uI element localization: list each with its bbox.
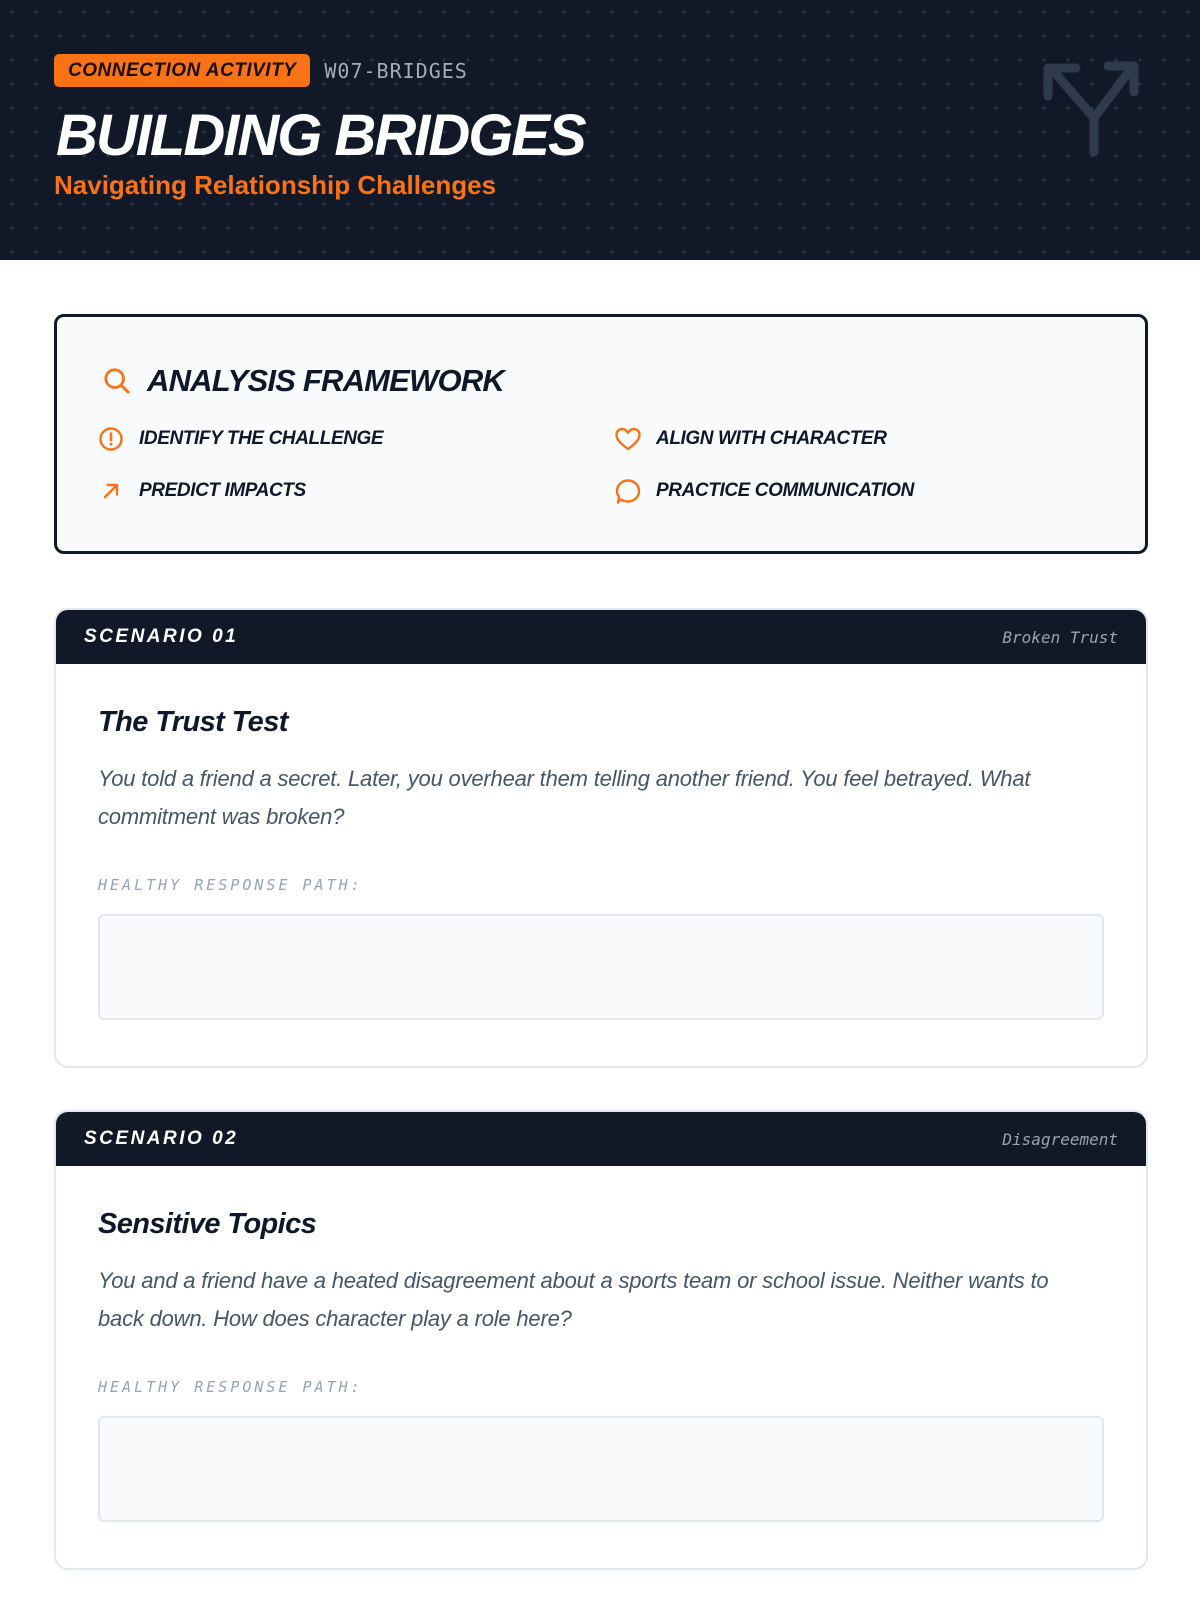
response-label: HEALTHY RESPONSE PATH:	[98, 876, 363, 894]
scenario-card	[54, 608, 1148, 1068]
framework-title: ANALYSIS FRAMEWORK	[147, 363, 505, 398]
framework-item-practice	[614, 477, 914, 505]
page-subtitle: Navigating Relationship Challenges	[54, 170, 497, 200]
response-label: HEALTHY RESPONSE PATH:	[98, 1378, 363, 1396]
scenario-header	[56, 610, 1146, 664]
header-tag-row	[54, 54, 468, 87]
framework-item-predict	[97, 477, 306, 505]
scenario-category: Broken Trust	[1002, 627, 1118, 647]
response-field[interactable]	[98, 1416, 1104, 1522]
scenario-number: SCENARIO 02	[84, 1128, 239, 1149]
search-icon	[103, 367, 131, 395]
framework-item-label: IDENTIFY THE CHALLENGE	[139, 428, 384, 449]
scenario-category: Disagreement	[1002, 1129, 1118, 1149]
framework-item-label: PREDICT IMPACTS	[139, 480, 306, 501]
response-field[interactable]	[98, 914, 1104, 1020]
heart-icon	[614, 425, 642, 453]
framework-item-label: ALIGN WITH CHARACTER	[656, 428, 887, 449]
page-title: BUILDING BRIDGES	[56, 103, 585, 168]
scenario-prompt: You and a friend have a heated disagreement about a sports team or school issue. Neither wants to back down. How does character play a role here?	[98, 1268, 1049, 1331]
framework-item-label: PRACTICE COMMUNICATION	[656, 480, 914, 501]
analysis-framework-panel	[54, 314, 1148, 554]
scenario-card	[54, 1110, 1148, 1570]
header-banner	[0, 0, 1200, 260]
framework-heading	[103, 363, 504, 399]
activity-code: W07-BRIDGES	[324, 58, 468, 83]
scenario-prompt: You told a friend a secret. Later, you overhear them telling another friend. You feel betrayed. What commitment was broken?	[98, 766, 1031, 829]
scenario-number: SCENARIO 01	[84, 626, 239, 647]
scenario-title: The Trust Test	[98, 706, 288, 738]
framework-item-identify	[97, 425, 383, 453]
scenario-title: Sensitive Topics	[98, 1208, 317, 1240]
scenario-header	[56, 1112, 1146, 1166]
framework-item-align	[614, 425, 887, 453]
activity-badge: CONNECTION ACTIVITY	[54, 54, 310, 87]
alert-circle-icon	[97, 425, 125, 453]
arrow-up-right-icon	[97, 477, 125, 505]
speech-bubble-icon	[614, 477, 642, 505]
fork-arrows-icon	[1040, 56, 1148, 160]
